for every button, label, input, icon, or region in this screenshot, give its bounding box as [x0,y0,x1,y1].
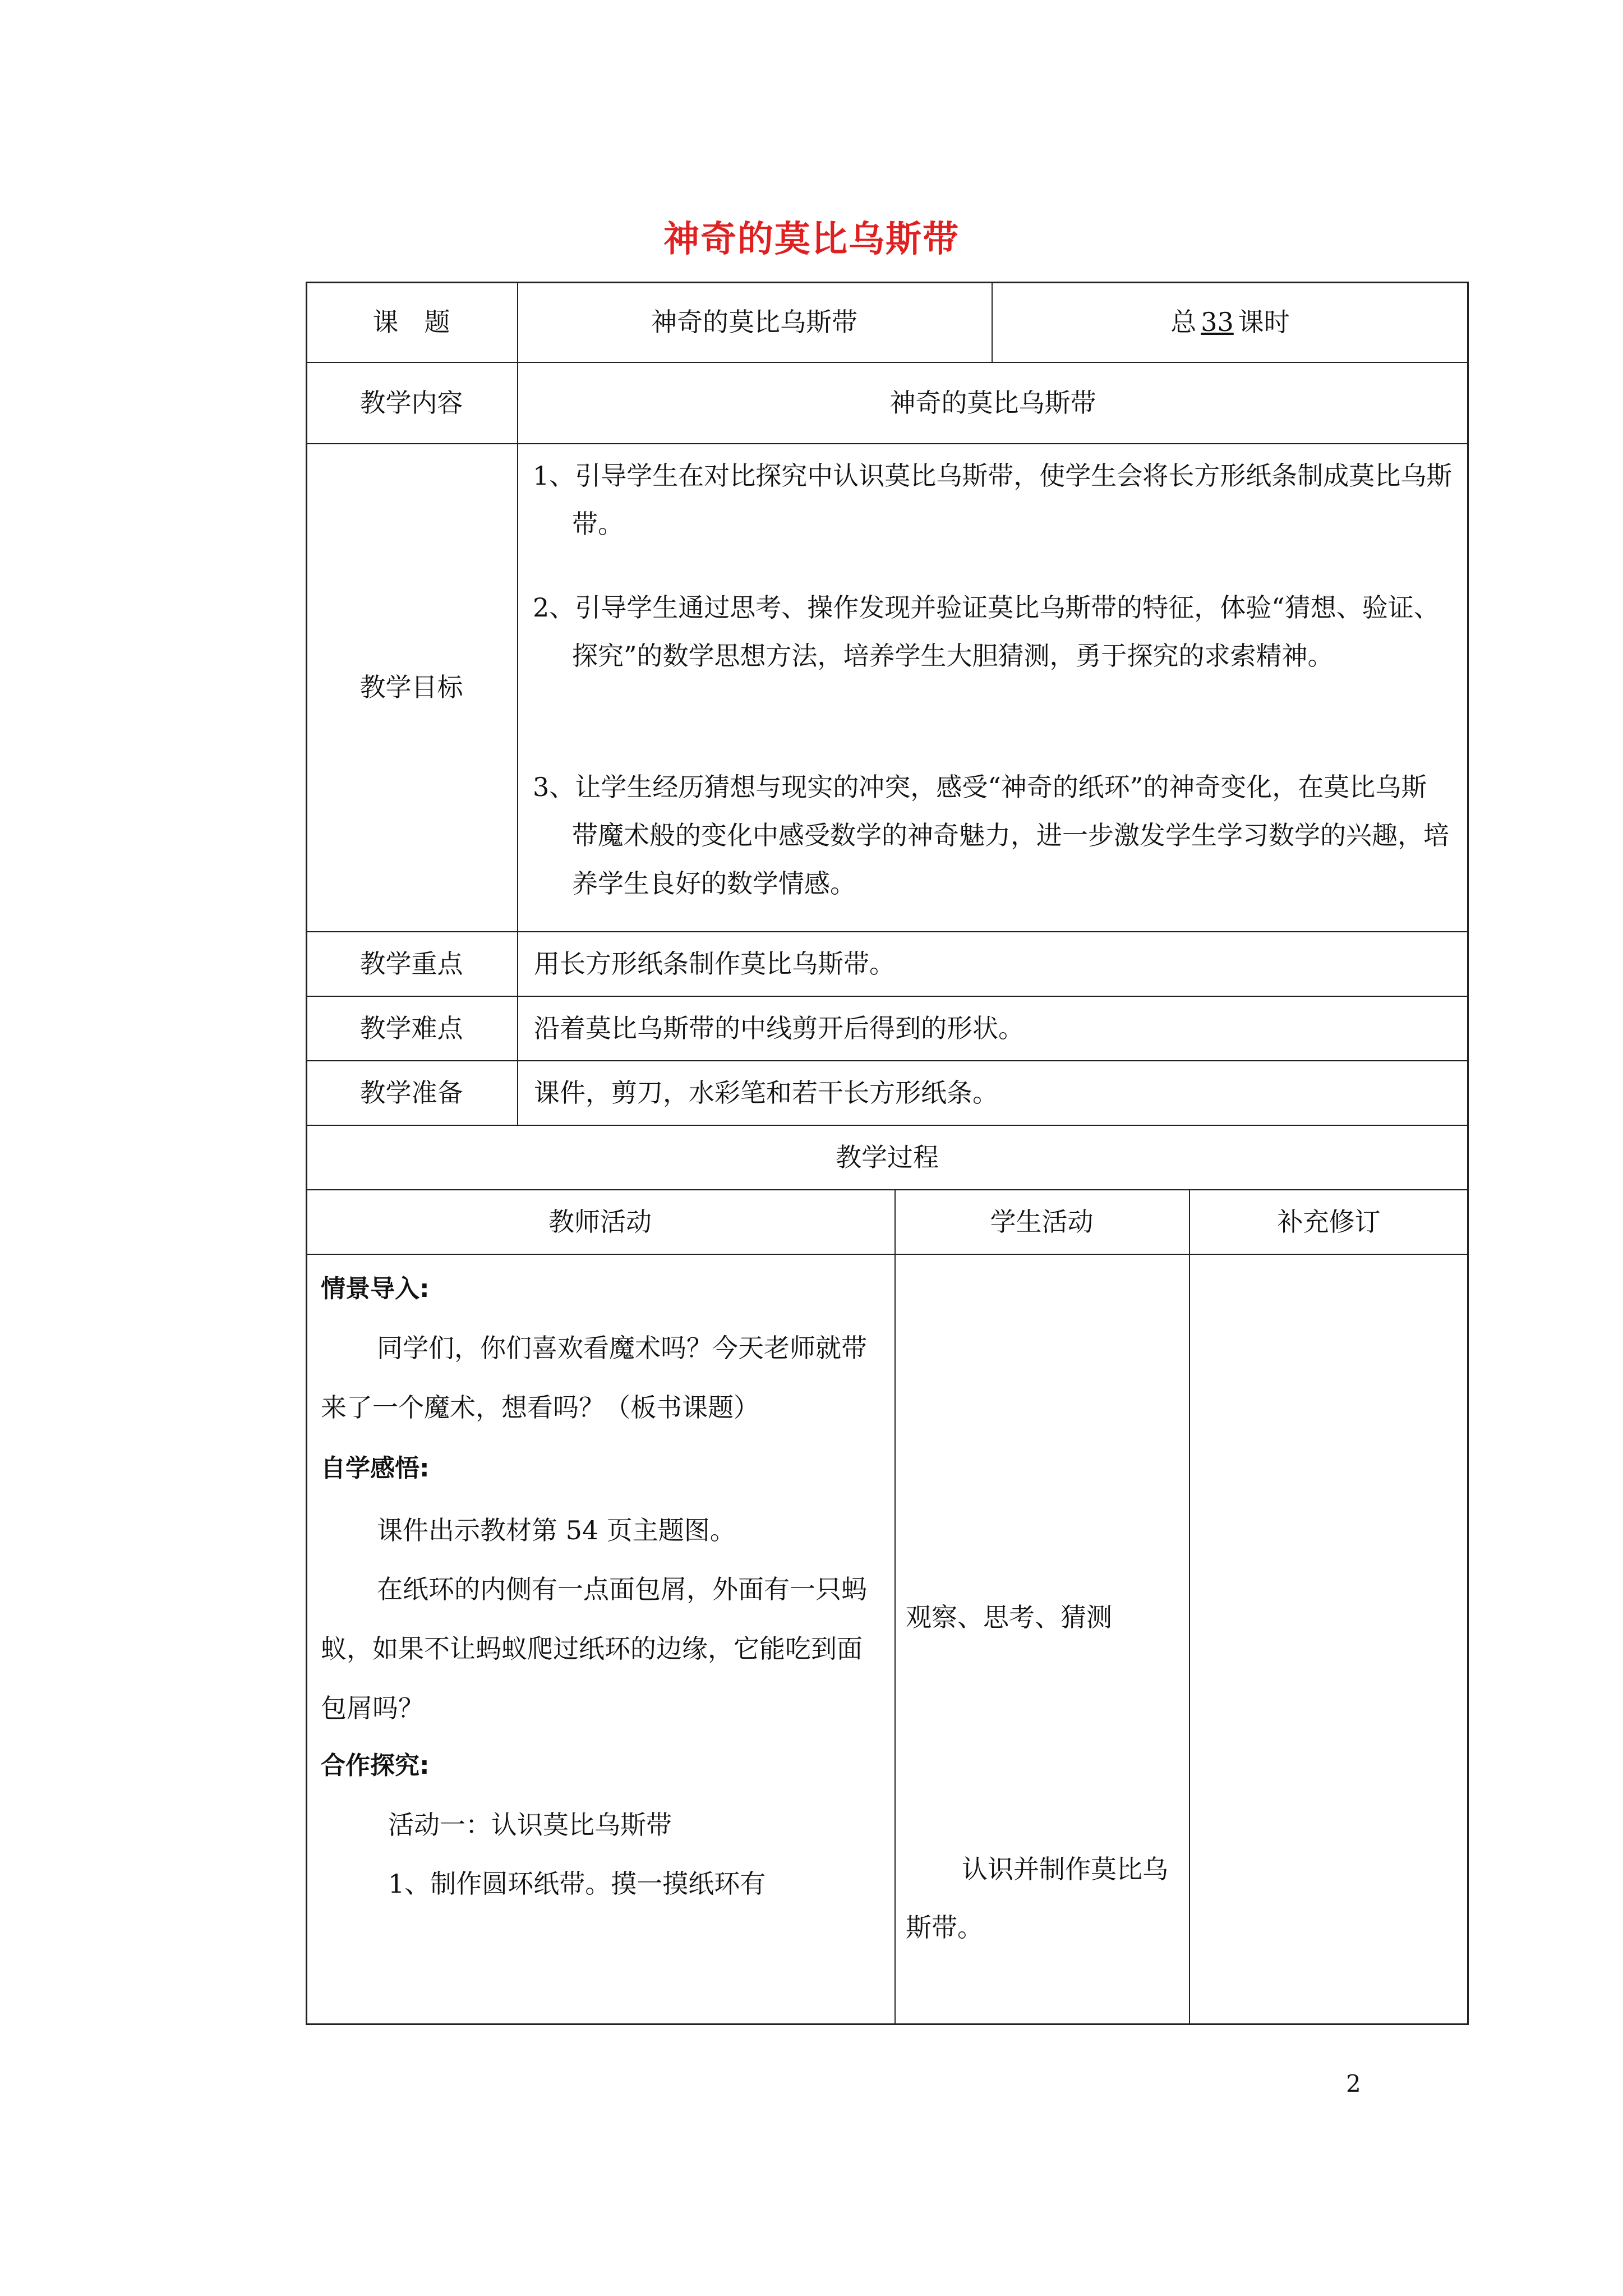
content-value: 神奇的莫比乌斯带 [889,387,1096,418]
student-activity-header: 学生活动 [990,1206,1094,1237]
section-heading: 自学感悟: [321,1454,430,1483]
teacher-activity-header: 教师活动 [548,1206,652,1237]
total-prefix: 总 [1170,306,1197,337]
preparation-label: 教学准备 [359,1077,463,1108]
total-number: 33 [1201,306,1234,337]
table-rule [306,1254,1469,1255]
table-rule [1189,1189,1190,2025]
student-activity: 观察、思考、猜测 [906,1602,1112,1632]
teacher-paragraph: 同学们，你们喜欢看魔术吗？今天老师就带来了一个魔术，想看吗？（板书课题） [321,1333,867,1423]
section-heading: 情景导入: [321,1274,430,1303]
total-lessons [992,282,1469,362]
process-heading: 教学过程 [836,1142,939,1172]
topic-value: 神奇的莫比乌斯带 [651,306,857,337]
total-suffix: 课时 [1238,306,1290,337]
key-point-value: 用长方形纸条制作莫比乌斯带。 [534,948,895,979]
difficulty-label: 教学难点 [359,1013,463,1043]
section-heading: 合作探究: [321,1751,430,1780]
objective-item: 3、让学生经历猜想与现实的冲突，感受“神奇的纸环”的神奇变化，在莫比乌斯带魔术般的变化中感受数学的神奇魅力，进一步激发学生学习数学的兴趣，培养学生良好的数学情感。 [533,772,1449,899]
preparation-value: 课件，剪刀，水彩笔和若干长方形纸条。 [534,1077,998,1108]
content-label: 教学内容 [359,387,463,418]
teacher-paragraph: 课件出示教材第 54 页主题图。 [377,1515,736,1545]
difficulty-value: 沿着莫比乌斯带的中线剪开后得到的形状。 [534,1013,1024,1043]
key-point-label: 教学重点 [359,948,463,979]
objectives-label: 教学目标 [359,672,463,702]
objective-item: 2、引导学生通过思考、操作发现并验证莫比乌斯带的特征，体验“猜想、验证、探究”的数学思想方法，培养学生大胆猜测，勇于探究的求索精神。 [533,592,1440,671]
topic-label: 课 题 [372,306,450,337]
teacher-paragraph: 1、制作圆环纸带。摸一摸纸环有 [388,1869,766,1899]
objective-item: 1、引导学生在对比探究中认识莫比乌斯带，使学生会将长方形纸条制成莫比乌斯带。 [533,461,1453,539]
table-rule [895,1189,896,2025]
teacher-paragraph: 在纸环的内侧有一点面包屑，外面有一只蚂蚁，如果不让蚂蚁爬过纸环的边缘，它能吃到面包屑吗？ [321,1574,867,1723]
notes-header: 补充修订 [1277,1206,1381,1237]
student-activity: 认识并制作莫比乌斯带。 [906,1854,1168,1943]
page-number: 2 [1346,2070,1361,2097]
teacher-paragraph: 活动一：认识莫比乌斯带 [388,1810,672,1840]
page-title: 神奇的莫比乌斯带 [663,219,960,260]
